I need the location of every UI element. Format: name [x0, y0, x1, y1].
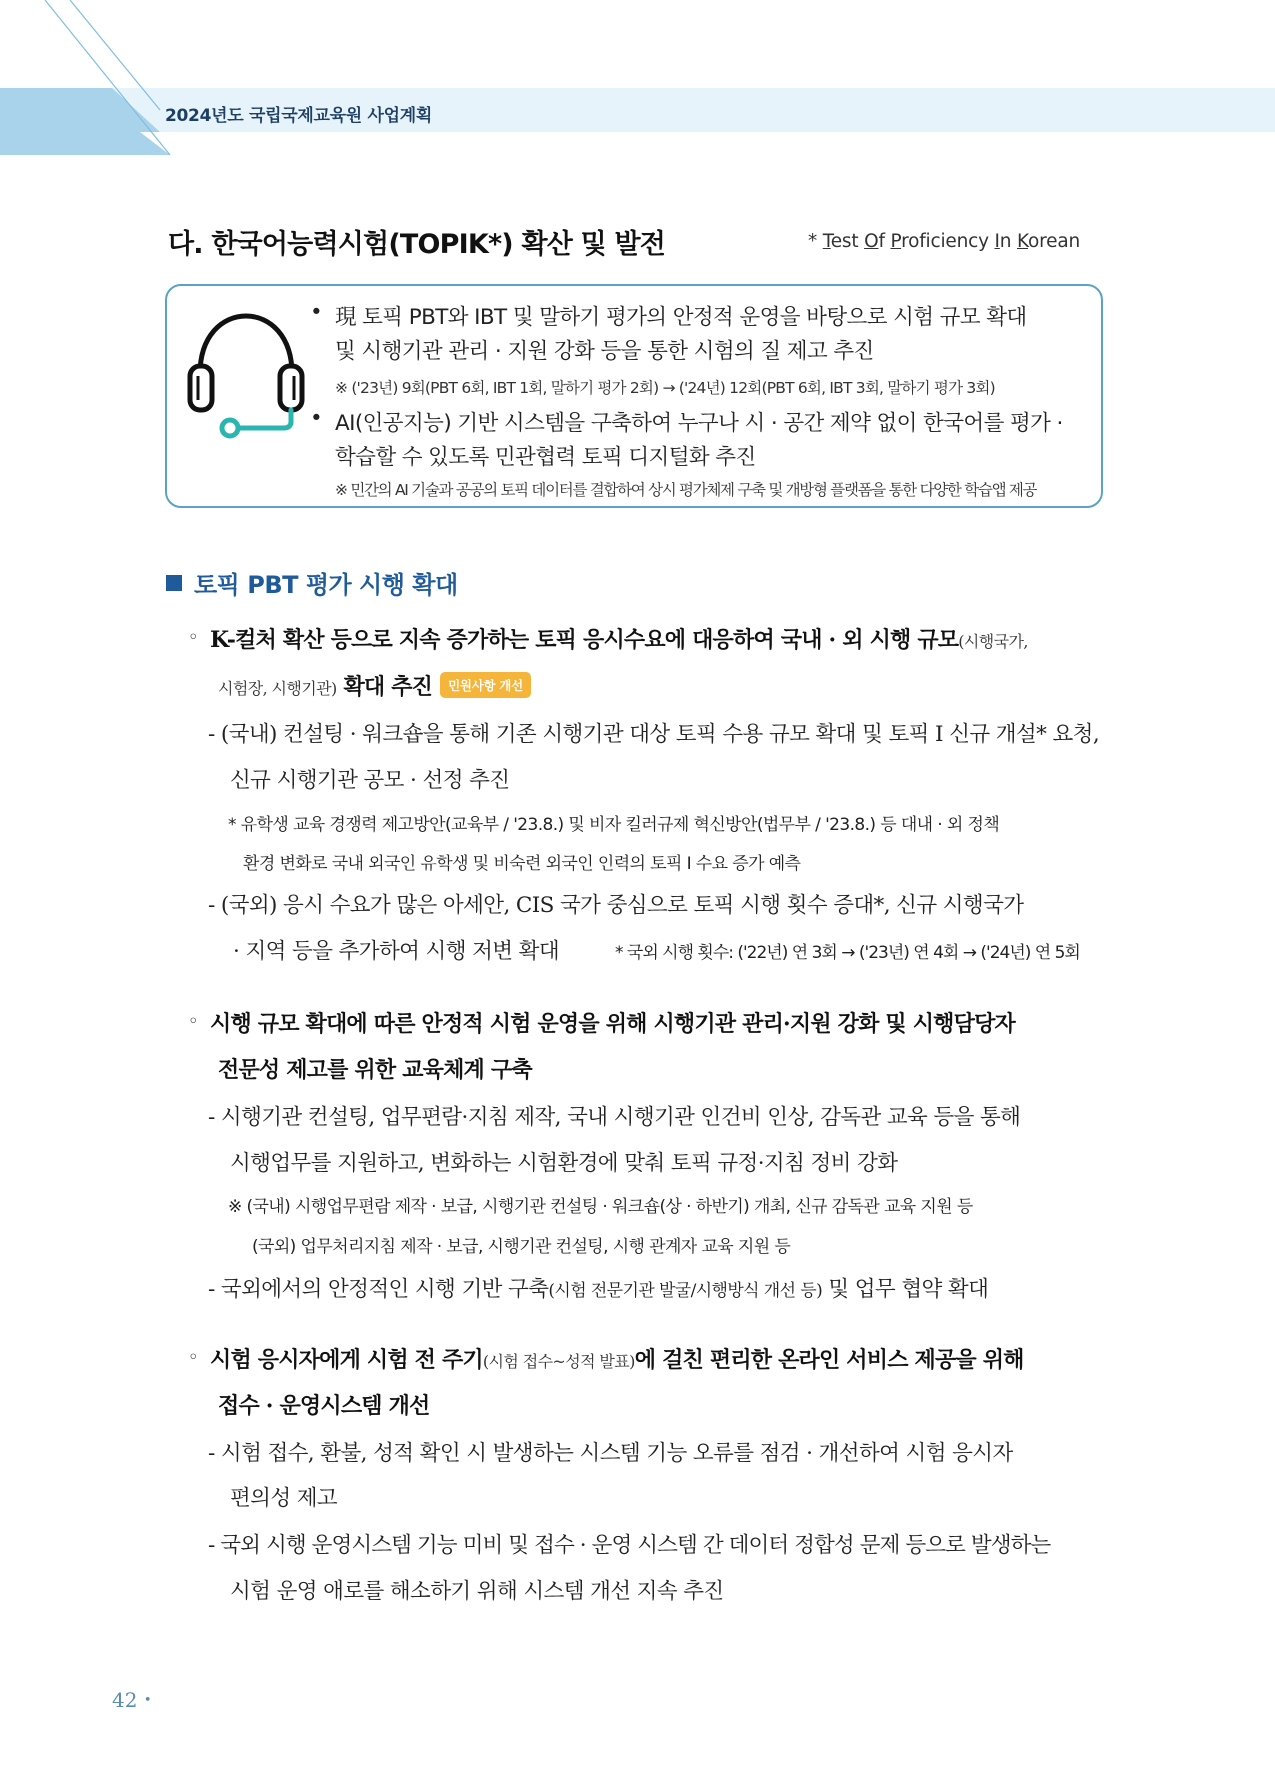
p3-detail1-line2: 편의성 제고: [230, 1486, 338, 1511]
square-bullet-icon: [166, 575, 182, 591]
p1-note1-line1: * 유학생 교육 경쟁력 제고방안(교육부 / '23.8.) 및 비자 킬러규제 혁신방안(법무부 / '23.8.) 등 대내 · 외 정책: [228, 815, 1000, 835]
circle-bullet: ◦: [188, 627, 199, 648]
p1-detail2-note: * 국외 시행 횟수: ('22년) 연 3회 → ('23년) 연 4회 → ('24년) 연 5회: [615, 943, 1080, 963]
p3-line1: 시험 응시자에게 시험 전 주기(시험 접수~성적 발표)에 걸친 편리한 온라인 서비스 제공을 위해: [210, 1347, 1024, 1373]
section-footnote: * Test Of Proficiency In Korean: [808, 231, 1080, 252]
p1-note1-line2: 환경 변화로 국내 외국인 유학생 및 비숙련 외국인 인력의 토픽 I 수요 증가 예측: [243, 854, 801, 874]
p1-line1: K-컬처 확산 등으로 지속 증가하는 토픽 응시수요에 대응하여 국내 · 외 시행 규모(시행국가,: [210, 627, 1028, 653]
p2-detail1-line2: 시행업무를 지원하고, 변화하는 시험환경에 맞춰 토픽 규정·지침 정비 강화: [230, 1151, 898, 1176]
summary-item1-line2: 및 시행기관 관리 · 지원 강화 등을 통한 시험의 질 제고 추진: [335, 339, 874, 364]
p1-detail2-line2: · 지역 등을 추가하여 시행 저변 확대: [233, 939, 560, 964]
p1-line2: 시험장, 시행기관) 확대 추진 민원사항 개선: [218, 670, 531, 701]
p3-detail1-line1: - 시험 접수, 환불, 성적 확인 시 발생하는 시스템 기능 오류를 점검 · 개선하여 시험 응시자: [208, 1441, 1013, 1466]
p3-line2: 접수 · 운영시스템 개선: [218, 1393, 430, 1419]
summary-bullet: •: [310, 300, 323, 325]
p2-line2: 전문성 제고를 위한 교육체계 구축: [218, 1057, 532, 1083]
summary-item2-line1: AI(인공지능) 기반 시스템을 구축하여 누구나 시 · 공간 제약 없이 한국어를 평가 ·: [335, 411, 1063, 436]
summary-item1-note: ※ ('23년) 9회(PBT 6회, IBT 1회, 말하기 평가 2회) → ('24년) 12회(PBT 6회, IBT 3회, 말하기 평가 3회): [335, 379, 995, 397]
p2-detail2: - 국외에서의 안정적인 시행 기반 구축(시험 전문기관 발굴/시행방식 개선 등) 및 업무 협약 확대: [208, 1277, 989, 1302]
p3-detail2-line1: - 국외 시행 운영시스템 기능 미비 및 접수 · 운영 시스템 간 데이터 정합성 문제 등으로 발생하는: [208, 1533, 1051, 1558]
p2-detail1-line1: - 시행기관 컨설팅, 업무편람·지침 제작, 국내 시행기관 인건비 인상, 감독관 교육 등을 통해: [208, 1105, 1021, 1130]
complaint-improvement-badge: 민원사항 개선: [440, 672, 531, 698]
header-decoration: [0, 0, 1275, 160]
p3-detail2-line2: 시험 운영 애로를 해소하기 위해 시스템 개선 지속 추진: [230, 1579, 724, 1604]
circle-bullet: ◦: [188, 1347, 199, 1368]
p2-note1-line2: (국외) 업무처리지침 제작 · 보급, 시행기관 컨설팅, 시행 관계자 교육 지원 등: [252, 1237, 791, 1257]
p1-detail1-line1: - (국내) 컨설팅 · 워크숍을 통해 기존 시행기관 대상 토픽 수용 규모 확대 및 토픽 I 신규 개설* 요청,: [208, 722, 1100, 747]
summary-item1-line1: 現 토픽 PBT와 IBT 및 말하기 평가의 안정적 운영을 바탕으로 시험 규모 확대: [335, 305, 1027, 330]
p2-line1: 시행 규모 확대에 따른 안정적 시험 운영을 위해 시행기관 관리·지원 강화 및 시행담당자: [210, 1011, 1015, 1037]
summary-item2-line2: 학습할 수 있도록 민관협력 토픽 디지털화 추진: [335, 445, 756, 470]
header-title: 2024년도 국립국제교육원 사업계획: [165, 106, 432, 126]
section-title: 다. 한국어능력시험(TOPIK*) 확산 및 발전: [168, 229, 666, 260]
subsection-title: 토픽 PBT 평가 시행 확대: [166, 565, 458, 600]
p2-note1-line1: ※ (국내) 시행업무편람 제작 · 보급, 시행기관 컨설팅 · 워크숍(상 · 하반기) 개최, 신규 감독관 교육 지원 등: [228, 1197, 973, 1217]
headset-icon: [186, 310, 306, 440]
circle-bullet: ◦: [188, 1011, 199, 1032]
p1-detail1-line2: 신규 시행기관 공모 · 선정 추진: [230, 768, 510, 793]
summary-item2-note: ※ 민간의 AI 기술과 공공의 토픽 데이터를 결합하여 상시 평가체제 구축 및 개방형 플랫폼을 통한 다양한 학습앱 제공: [335, 481, 1037, 499]
page-number: 42 •: [112, 1688, 152, 1712]
p1-detail2-line1: - (국외) 응시 수요가 많은 아세안, CIS 국가 중심으로 토픽 시행 횟수 증대*, 신규 시행국가: [208, 893, 1024, 918]
summary-bullet: •: [310, 406, 323, 431]
